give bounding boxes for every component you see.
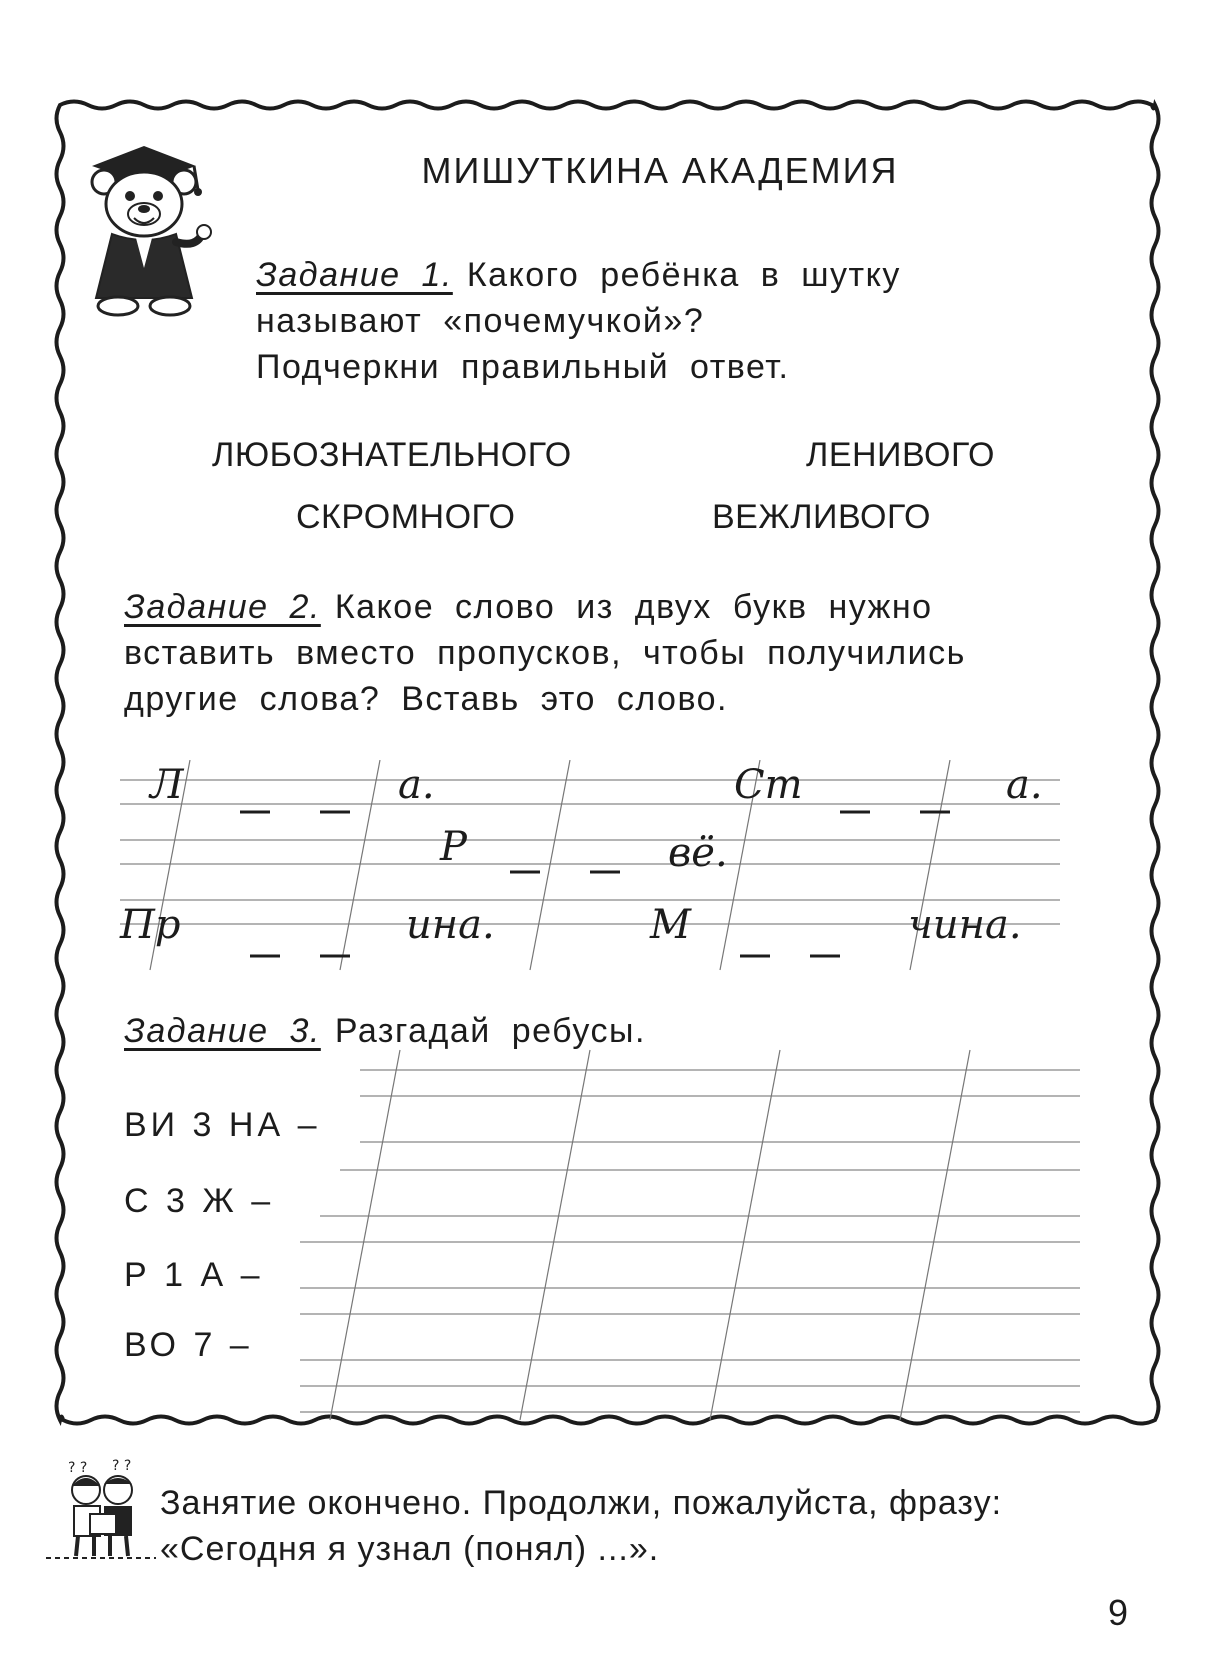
footer-line1: Занятие окончено. Продолжи, пожалуйста, фразу: <box>160 1484 1003 1522</box>
cursive-fragment: а. <box>398 762 435 808</box>
task3-instruction: Разгадай ребусы. <box>334 1012 646 1050</box>
cursive-fragment: Ст <box>734 762 803 808</box>
writing-lines-task3 <box>300 1040 1080 1430</box>
task1-line3: Подчеркни правильный ответ. <box>256 348 790 386</box>
cursive-fragment: Р <box>440 824 467 870</box>
cursive-fragment: вё. <box>668 830 728 876</box>
cursive-fragment: Л <box>150 762 184 808</box>
task2-line1: Какое слово из двух букв нужно <box>334 588 933 626</box>
task1-line1: Какого ребёнка в шутку <box>466 256 901 294</box>
rebus-item: ВО 7 – <box>124 1326 253 1364</box>
footer-line2: «Сегодня я узнал (понял) ...». <box>160 1530 660 1568</box>
cursive-fragment: Пр <box>120 902 181 948</box>
task1-text <box>256 252 1016 390</box>
rebus-item: ВИ 3 НА – <box>124 1106 321 1144</box>
svg-text:? ?: ? ? <box>112 1458 132 1474</box>
answer-option[interactable]: ЛЮБОЗНАТЕЛЬНОГО <box>212 436 572 474</box>
kids-reading-icon <box>46 1458 156 1562</box>
footer-text <box>160 1480 1160 1572</box>
page-title: МИШУТКИНА АКАДЕМИЯ <box>421 150 899 191</box>
cursive-fragment: М <box>650 902 691 948</box>
answer-option[interactable]: СКРОМНОГО <box>296 498 516 536</box>
task1-line2: называют «почемучкой»? <box>256 302 705 340</box>
cursive-fragment: ина. <box>406 902 495 948</box>
task2-line3: другие слова? Вставь это слово. <box>124 680 729 718</box>
svg-text:? ?: ? ? <box>68 1460 88 1476</box>
task3-label: Задание 3. <box>124 1012 321 1050</box>
bear-professor-icon <box>74 138 214 323</box>
rebus-item: Р 1 А – <box>124 1256 264 1294</box>
rebus-item: С 3 Ж – <box>124 1182 275 1220</box>
page-number: 9 <box>1108 1592 1129 1633</box>
cursive-fragment: а. <box>1006 762 1043 808</box>
task2-label: Задание 2. <box>124 588 321 626</box>
cursive-fragment: чина. <box>908 902 1022 948</box>
task2-text <box>124 584 1124 722</box>
answer-option[interactable]: ВЕЖЛИВОГО <box>712 498 931 536</box>
answer-option[interactable]: ЛЕНИВОГО <box>806 436 995 474</box>
task2-line2: вставить вместо пропусков, чтобы получились <box>124 634 966 672</box>
task1-label: Задание 1. <box>256 256 453 294</box>
